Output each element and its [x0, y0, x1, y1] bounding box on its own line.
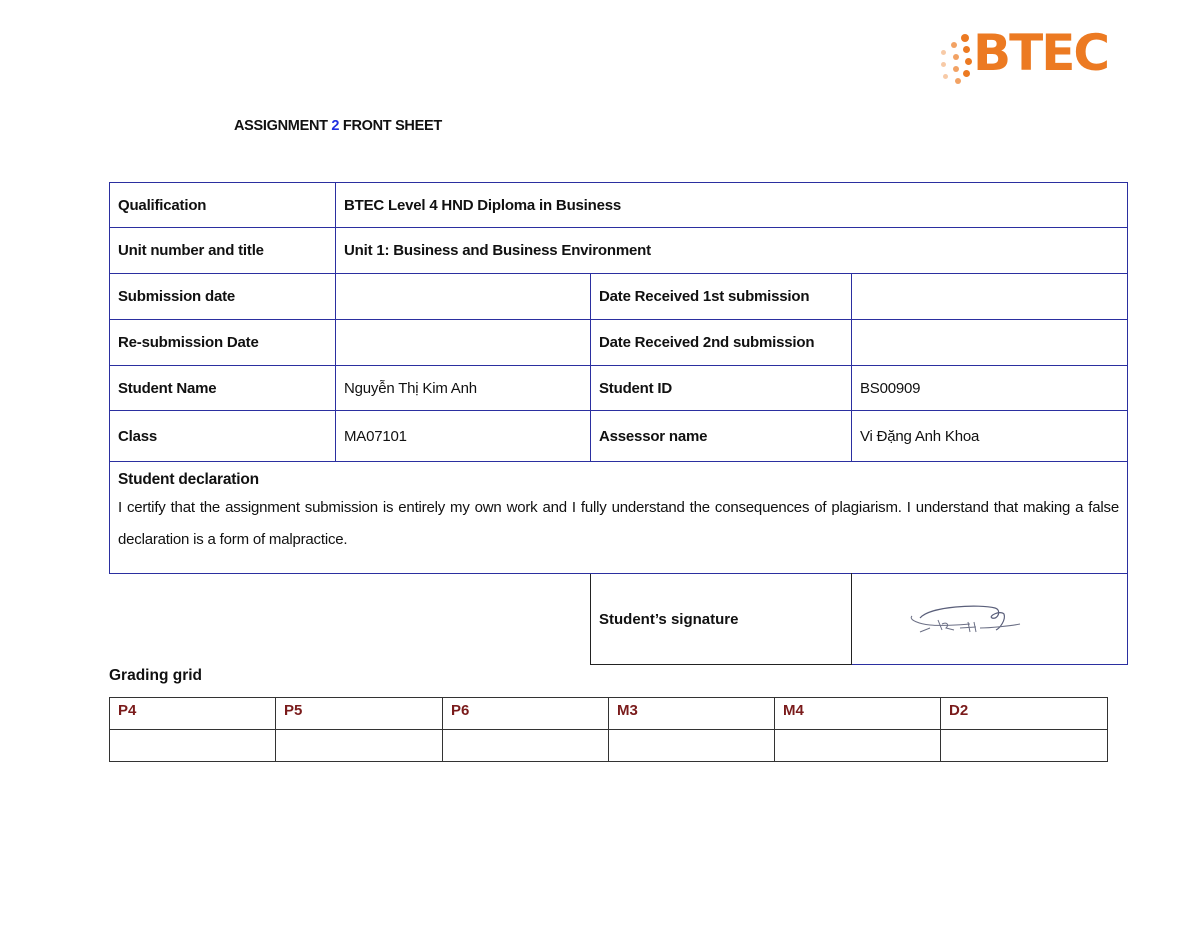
date-received-1st-label: Date Received 1st submission: [591, 274, 852, 320]
table-row: [110, 462, 1128, 574]
grading-header-row: [110, 698, 1108, 730]
assessor-label: Assessor name: [591, 411, 852, 462]
title-prefix: ASSIGNMENT: [234, 118, 332, 134]
class-label: Class: [110, 411, 336, 462]
student-declaration: [110, 462, 1128, 574]
class-value: MA07101: [336, 411, 591, 462]
table-row: [110, 366, 1128, 411]
grade-header-p4: P4: [110, 698, 276, 730]
date-received-2nd-label: Date Received 2nd submission: [591, 320, 852, 366]
resubmission-date-value[interactable]: [336, 320, 591, 366]
student-id-value: BS00909: [852, 366, 1128, 411]
assignment-number: 2: [331, 118, 340, 134]
table-row: [110, 228, 1128, 274]
grade-value-m4[interactable]: [775, 730, 941, 762]
table-row: [110, 183, 1128, 228]
resubmission-date-label: Re-submission Date: [110, 320, 336, 366]
date-received-2nd-value[interactable]: [852, 320, 1128, 366]
student-id-label: Student ID: [591, 366, 852, 411]
btec-logo: [935, 24, 1125, 94]
logo-text: BTEC: [973, 24, 1109, 82]
table-row: [110, 411, 1128, 462]
table-row: [110, 320, 1128, 366]
grade-value-p6[interactable]: [443, 730, 609, 762]
front-sheet-table: [109, 182, 1128, 574]
signature-label: Student’s signature: [591, 574, 852, 665]
declaration-title: Student declaration: [118, 471, 259, 488]
grade-value-p4[interactable]: [110, 730, 276, 762]
qualification-label: Qualification: [110, 183, 336, 228]
unit-label: Unit number and title: [110, 228, 336, 274]
student-name-value: Nguyễn Thị Kim Anh: [336, 366, 591, 411]
signature-field[interactable]: [852, 574, 1128, 665]
submission-date-value[interactable]: [336, 274, 591, 320]
grade-value-p5[interactable]: [276, 730, 443, 762]
title-suffix: FRONT SHEET: [339, 118, 442, 134]
assessor-value: Vi Đặng Anh Khoa: [852, 411, 1128, 462]
grade-header-m3: M3: [609, 698, 775, 730]
table-row: [110, 274, 1128, 320]
qualification-value: BTEC Level 4 HND Diploma in Business: [336, 183, 1128, 228]
grade-header-d2: D2: [941, 698, 1108, 730]
signature-table: [590, 573, 1128, 665]
signature-image-icon: [900, 594, 1050, 644]
page-title: [234, 118, 442, 134]
grading-value-row: [110, 730, 1108, 762]
unit-value: Unit 1: Business and Business Environment: [336, 228, 1128, 274]
grade-header-p6: P6: [443, 698, 609, 730]
declaration-text: I certify that the assignment submission is entirely my own work and I fully understand the consequences of plagiarism. I understand that making a false declaration is a form of malpractice.: [118, 499, 1119, 548]
grade-value-m3[interactable]: [609, 730, 775, 762]
grading-grid-title: Grading grid: [109, 667, 202, 684]
grade-value-d2[interactable]: [941, 730, 1108, 762]
date-received-1st-value[interactable]: [852, 274, 1128, 320]
student-name-label: Student Name: [110, 366, 336, 411]
table-row: [591, 574, 1128, 665]
grade-header-p5: P5: [276, 698, 443, 730]
submission-date-label: Submission date: [110, 274, 336, 320]
grade-header-m4: M4: [775, 698, 941, 730]
grading-grid-table: [109, 697, 1108, 762]
